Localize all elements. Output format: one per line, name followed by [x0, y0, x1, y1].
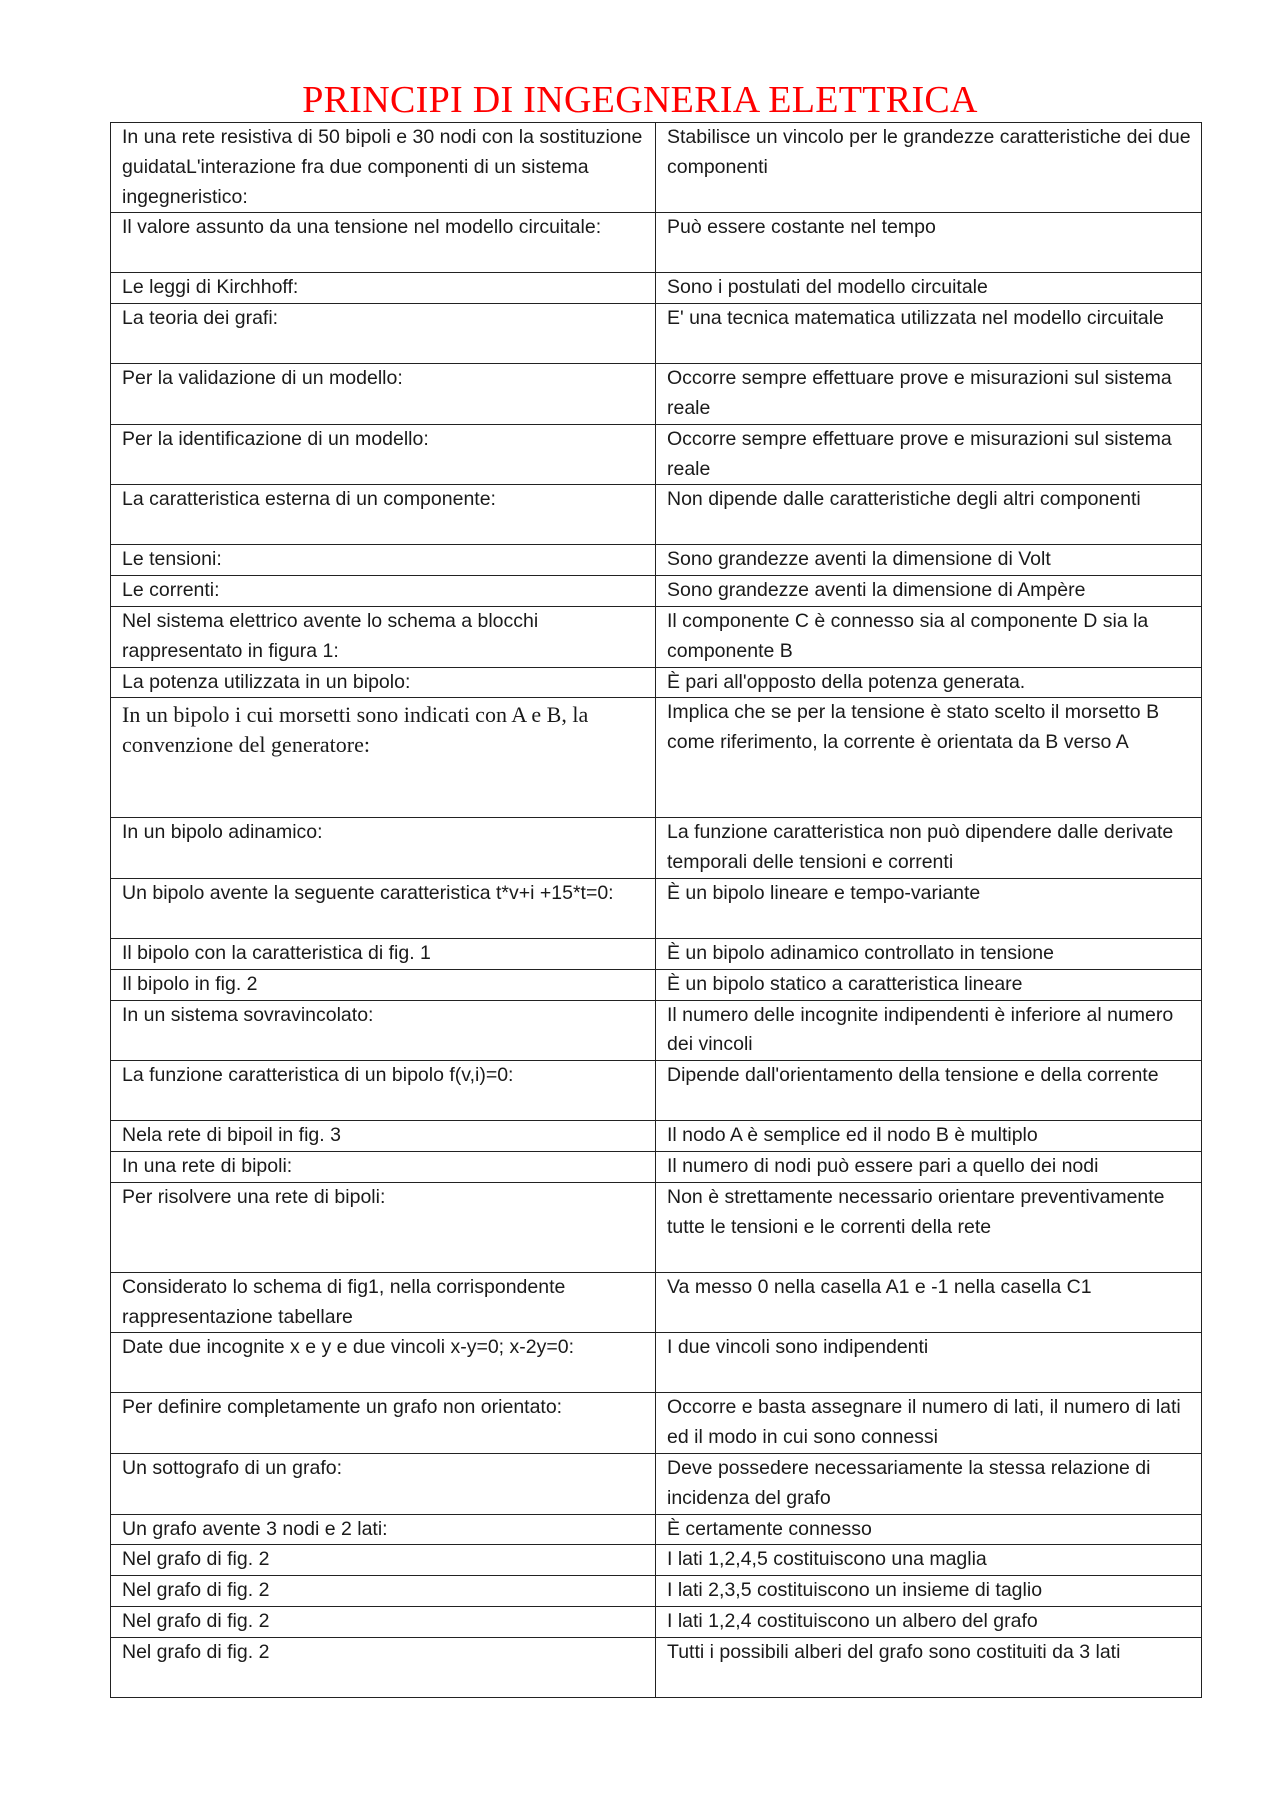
answer-cell: Il componente C è connesso sia al componente D sia la componente B [656, 606, 1202, 667]
table-row [111, 213, 1202, 273]
answer-cell: Non è strettamente necessario orientare preventivamente tutte le tensioni e le correnti della rete [656, 1182, 1202, 1272]
answer-cell: Sono i postulati del modello circuitale [656, 273, 1202, 304]
answer-cell: È pari all'opposto della potenza generata. [656, 667, 1202, 698]
table-row [111, 304, 1202, 364]
answer-cell: Va messo 0 nella casella A1 e -1 nella casella C1 [656, 1272, 1202, 1333]
question-cell: La funzione caratteristica di un bipolo f(v,i)=0: [111, 1061, 656, 1121]
table-row [111, 123, 1202, 213]
question-cell: Nel grafo di fig. 2 [111, 1637, 656, 1697]
answer-cell: Il numero di nodi può essere pari a quello dei nodi [656, 1151, 1202, 1182]
question-cell: La caratteristica esterna di un componente: [111, 485, 656, 545]
table-row [111, 485, 1202, 545]
table-row [111, 273, 1202, 304]
table-row [111, 1182, 1202, 1272]
question-cell: Per definire completamente un grafo non orientato: [111, 1393, 656, 1454]
question-cell: La potenza utilizzata in un bipolo: [111, 667, 656, 698]
answer-cell: E' una tecnica matematica utilizzata nel modello circuitale [656, 304, 1202, 364]
question-cell: Nel sistema elettrico avente lo schema a blocchi rappresentato in figura 1: [111, 606, 656, 667]
answer-cell: È certamente connesso [656, 1514, 1202, 1545]
answer-cell: È un bipolo adinamico controllato in tensione [656, 938, 1202, 969]
answer-cell: Implica che se per la tensione è stato scelto il morsetto B come riferimento, la corrente è orientata da B verso A [656, 698, 1202, 818]
table-row [111, 1393, 1202, 1454]
answer-cell: Stabilisce un vincolo per le grandezze caratteristiche dei due componenti [656, 123, 1202, 213]
question-cell: Date due incognite x e y e due vincoli x-y=0; x-2y=0: [111, 1333, 656, 1393]
table-row [111, 1514, 1202, 1545]
table-row [111, 606, 1202, 667]
table-row [111, 1453, 1202, 1514]
table-row [111, 1333, 1202, 1393]
question-cell: Nel grafo di fig. 2 [111, 1545, 656, 1576]
answer-cell: È un bipolo lineare e tempo-variante [656, 878, 1202, 938]
question-cell: La teoria dei grafi: [111, 304, 656, 364]
table-row [111, 818, 1202, 879]
answer-cell: Tutti i possibili alberi del grafo sono costituiti da 3 lati [656, 1637, 1202, 1697]
question-cell: Un bipolo avente la seguente caratteristica t*v+i +15*t=0: [111, 878, 656, 938]
question-cell: Considerato lo schema di fig1, nella corrispondente rappresentazione tabellare [111, 1272, 656, 1333]
question-cell: Le correnti: [111, 576, 656, 607]
table-row [111, 1545, 1202, 1576]
table-row [111, 1000, 1202, 1061]
answer-cell: La funzione caratteristica non può dipendere dalle derivate temporali delle tensioni e correnti [656, 818, 1202, 879]
question-cell: Per la validazione di un modello: [111, 364, 656, 425]
qa-table [110, 122, 1202, 1698]
answer-cell: Deve possedere necessariamente la stessa relazione di incidenza del grafo [656, 1453, 1202, 1514]
question-cell: Le tensioni: [111, 545, 656, 576]
question-cell: Nel grafo di fig. 2 [111, 1606, 656, 1637]
answer-cell: Non dipende dalle caratteristiche degli altri componenti [656, 485, 1202, 545]
table-row [111, 698, 1202, 818]
table-row [111, 545, 1202, 576]
table-row [111, 667, 1202, 698]
question-cell: Per risolvere una rete di bipoli: [111, 1182, 656, 1272]
question-cell: Un grafo avente 3 nodi e 2 lati: [111, 1514, 656, 1545]
table-row [111, 1637, 1202, 1697]
question-cell: Nel grafo di fig. 2 [111, 1576, 656, 1607]
question-cell: Nela rete di bipoil in fig. 3 [111, 1121, 656, 1152]
table-row [111, 1121, 1202, 1152]
answer-cell: I lati 1,2,4,5 costituiscono una maglia [656, 1545, 1202, 1576]
answer-cell: Può essere costante nel tempo [656, 213, 1202, 273]
table-row [111, 1272, 1202, 1333]
answer-cell: Occorre sempre effettuare prove e misurazioni sul sistema reale [656, 364, 1202, 425]
answer-cell: I lati 2,3,5 costituiscono un insieme di taglio [656, 1576, 1202, 1607]
table-row [111, 878, 1202, 938]
answer-cell: Sono grandezze aventi la dimensione di Volt [656, 545, 1202, 576]
document-title: PRINCIPI DI INGEGNERIA ELETTRICA [302, 79, 978, 121]
question-cell: Il bipolo con la caratteristica di fig. 1 [111, 938, 656, 969]
answer-cell: È un bipolo statico a caratteristica lineare [656, 969, 1202, 1000]
table-row [111, 938, 1202, 969]
table-row [111, 969, 1202, 1000]
question-cell: Il valore assunto da una tensione nel modello circuitale: [111, 213, 656, 273]
answer-cell: Il numero delle incognite indipendenti è inferiore al numero dei vincoli [656, 1000, 1202, 1061]
answer-cell: I lati 1,2,4 costituiscono un albero del grafo [656, 1606, 1202, 1637]
question-cell: Le leggi di Kirchhoff: [111, 273, 656, 304]
answer-cell: Il nodo A è semplice ed il nodo B è multiplo [656, 1121, 1202, 1152]
table-row [111, 1576, 1202, 1607]
table-row [111, 1606, 1202, 1637]
question-cell: In un bipolo i cui morsetti sono indicati con A e B, la convenzione del generatore: [111, 698, 656, 818]
answer-cell: Occorre sempre effettuare prove e misurazioni sul sistema reale [656, 424, 1202, 485]
table-row [111, 1061, 1202, 1121]
table-row [111, 576, 1202, 607]
question-cell: In un bipolo adinamico: [111, 818, 656, 879]
question-cell: In una rete di bipoli: [111, 1151, 656, 1182]
table-row [111, 364, 1202, 425]
table-row [111, 424, 1202, 485]
question-cell: Per la identificazione di un modello: [111, 424, 656, 485]
answer-cell: I due vincoli sono indipendenti [656, 1333, 1202, 1393]
table-row [111, 1151, 1202, 1182]
question-cell: In un sistema sovravincolato: [111, 1000, 656, 1061]
answer-cell: Dipende dall'orientamento della tensione e della corrente [656, 1061, 1202, 1121]
question-cell: Il bipolo in fig. 2 [111, 969, 656, 1000]
answer-cell: Occorre e basta assegnare il numero di lati, il numero di lati ed il modo in cui sono connessi [656, 1393, 1202, 1454]
question-cell: Un sottografo di un grafo: [111, 1453, 656, 1514]
question-cell: In una rete resistiva di 50 bipoli e 30 nodi con la sostituzione guidataL'interazione fra due componenti di un sistema ingegneristico: [111, 123, 656, 213]
answer-cell: Sono grandezze aventi la dimensione di Ampère [656, 576, 1202, 607]
